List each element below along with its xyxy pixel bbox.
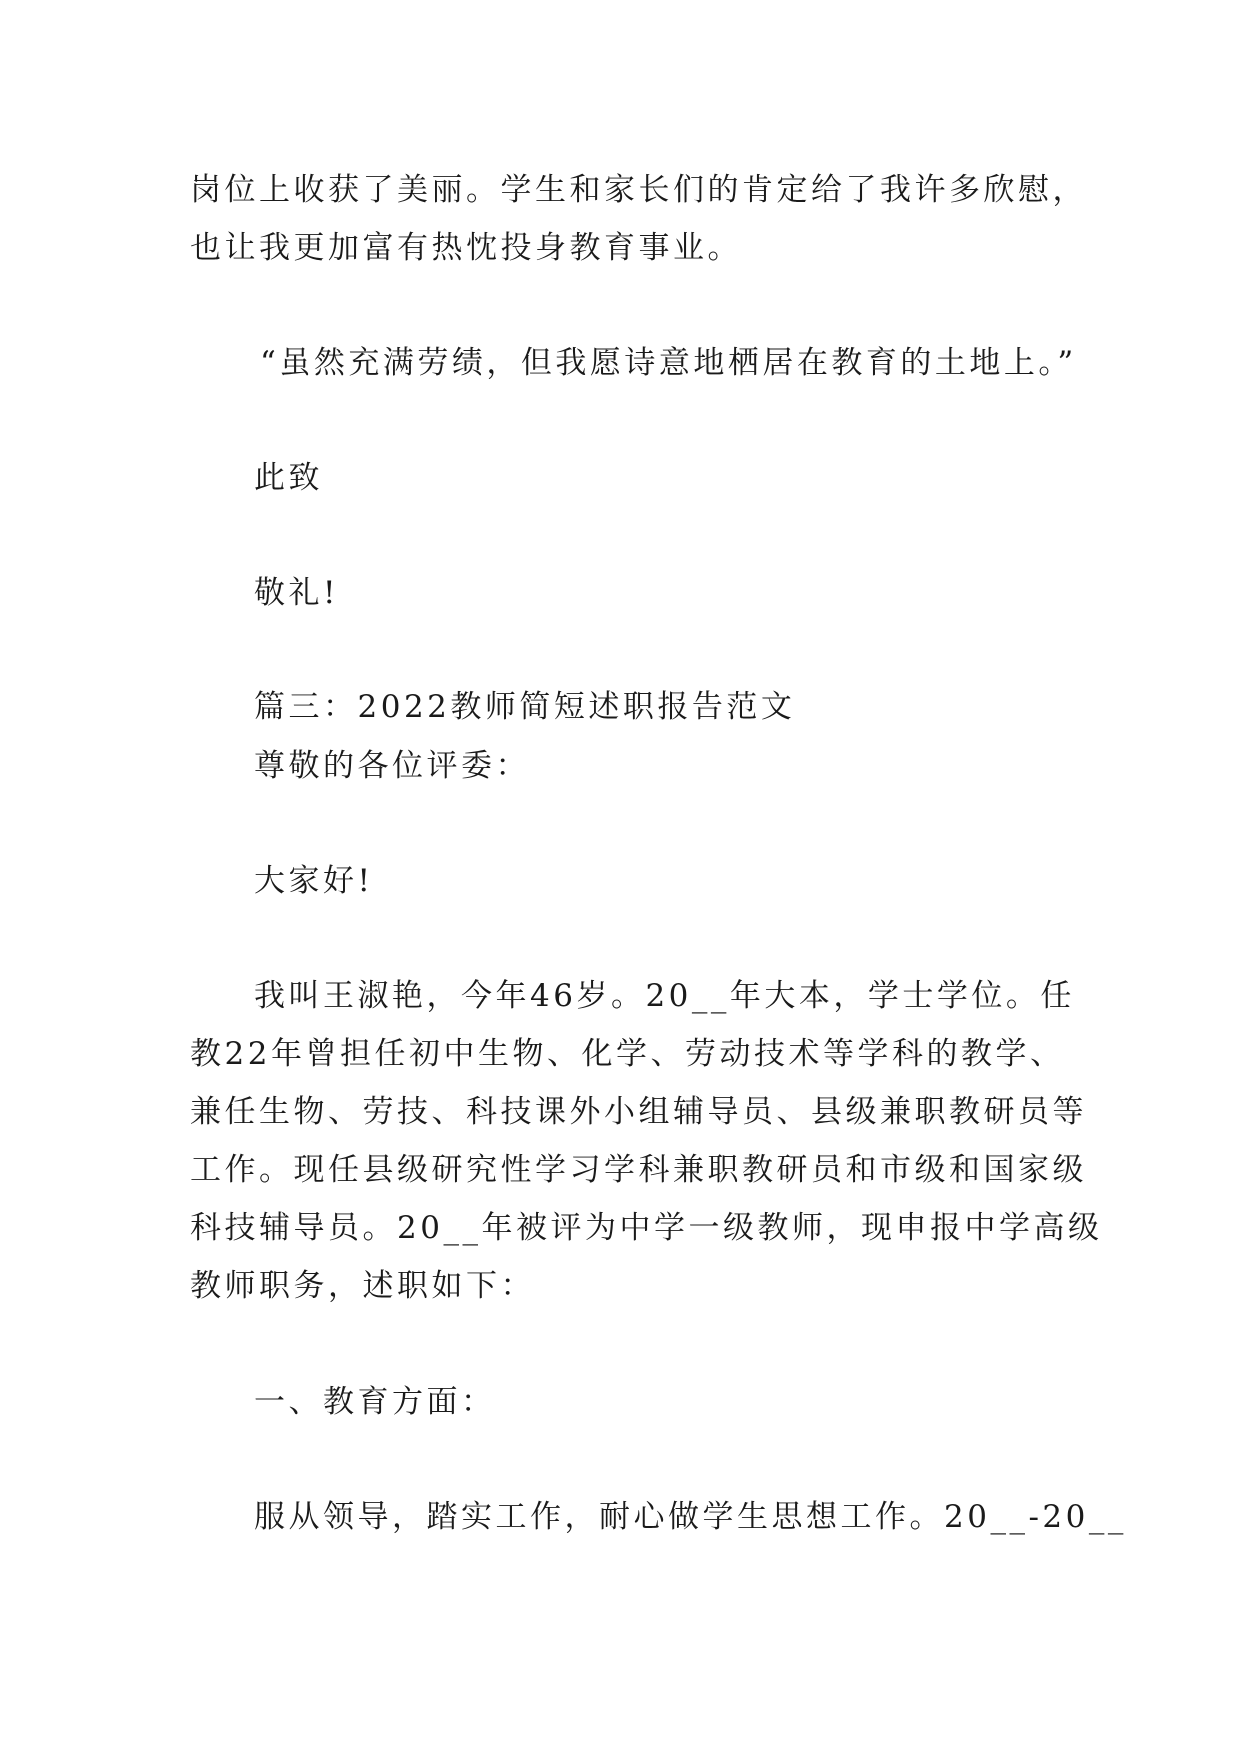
body-text-line: 服从领导，踏实工作，耐心做学生思想工作。20__-20__	[254, 1499, 1127, 1535]
body-text-line: 工作。现任县级研究性学习学科兼职教研员和市级和国家级	[190, 1152, 1087, 1188]
closing-salutation: 此致	[254, 460, 323, 496]
subsection-heading: 一、教育方面：	[254, 1384, 496, 1420]
body-text-line: 教22年曾担任初中生物、化学、劳动技术等学科的教学、	[190, 1036, 1065, 1072]
greeting-line: 大家好!	[254, 863, 374, 899]
greeting-line: 尊敬的各位评委：	[254, 748, 530, 784]
closing-regards: 敬礼!	[254, 575, 339, 611]
body-text-line: 教师职务，述职如下：	[190, 1268, 535, 1304]
body-text-line: 科技辅导员。20__年被评为中学一级教师，现申报中学高级	[190, 1210, 1103, 1246]
body-text-line: 兼任生物、劳技、科技课外小组辅导员、县级兼职教研员等	[190, 1094, 1087, 1130]
body-text-line: 岗位上收获了美丽。学生和家长们的肯定给了我许多欣慰，	[190, 172, 1087, 208]
body-text-line: 也让我更加富有热忱投身教育事业。	[190, 230, 742, 266]
body-text-line: 我叫王淑艳，今年46岁。20__年大本，学士学位。任	[254, 978, 1075, 1014]
quote-line: “虽然充满劳绩，但我愿诗意地栖居在教育的土地上。”	[260, 345, 1077, 381]
section-heading: 篇三：2022教师简短述职报告范文	[254, 689, 796, 725]
